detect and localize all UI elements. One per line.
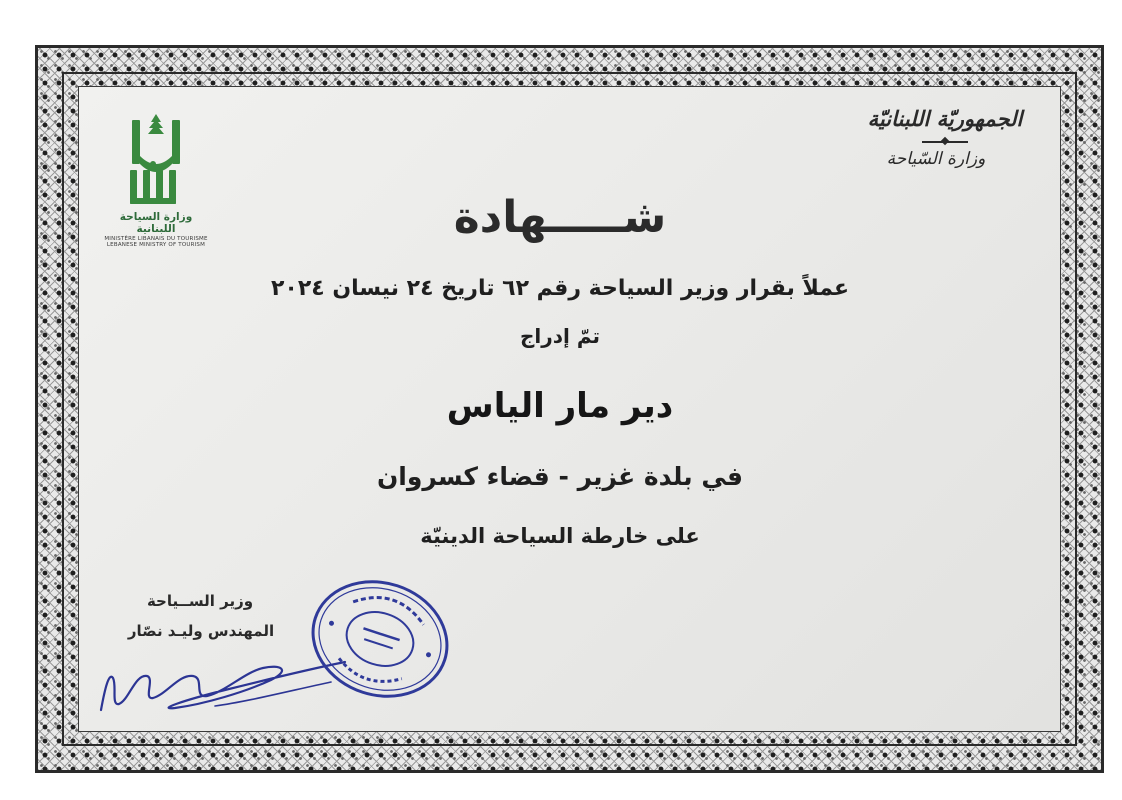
decision-line: عملاً بقرار وزير السياحة رقم ٦٢ تاريخ ٢٤ نيسان ٢٠٢٤ <box>270 276 850 301</box>
official-seal <box>305 578 455 700</box>
republic-title: الجمهوريّة اللبنانيّة <box>867 106 1023 131</box>
included-line: تمّ إدراج <box>519 324 601 348</box>
lebanon-logo-icon <box>126 112 186 208</box>
minister-title: وزير الســياحة <box>146 592 254 610</box>
certificate-title: شـــــهادة <box>453 192 667 243</box>
republic-header <box>840 106 1050 169</box>
minister-name: المهندس وليـد نصّار <box>127 622 275 640</box>
location-line: في بلدة غزير - قضاء كسروان <box>376 462 744 491</box>
religious-map-line: على خارطة السياحة الدينيّة <box>420 524 700 548</box>
logo-french-caption: MINISTÈRE LIBANAIS DU TOURISME <box>104 236 208 242</box>
header-divider <box>922 141 968 143</box>
logo-english-caption: LEBANESE MINISTRY OF TOURISM <box>106 242 206 248</box>
logo-arabic-caption: وزارة السياحة اللبنانية <box>119 211 193 235</box>
ministry-title: وزارة السّياحة <box>886 149 986 169</box>
site-name: دير مار الياس <box>446 386 674 426</box>
